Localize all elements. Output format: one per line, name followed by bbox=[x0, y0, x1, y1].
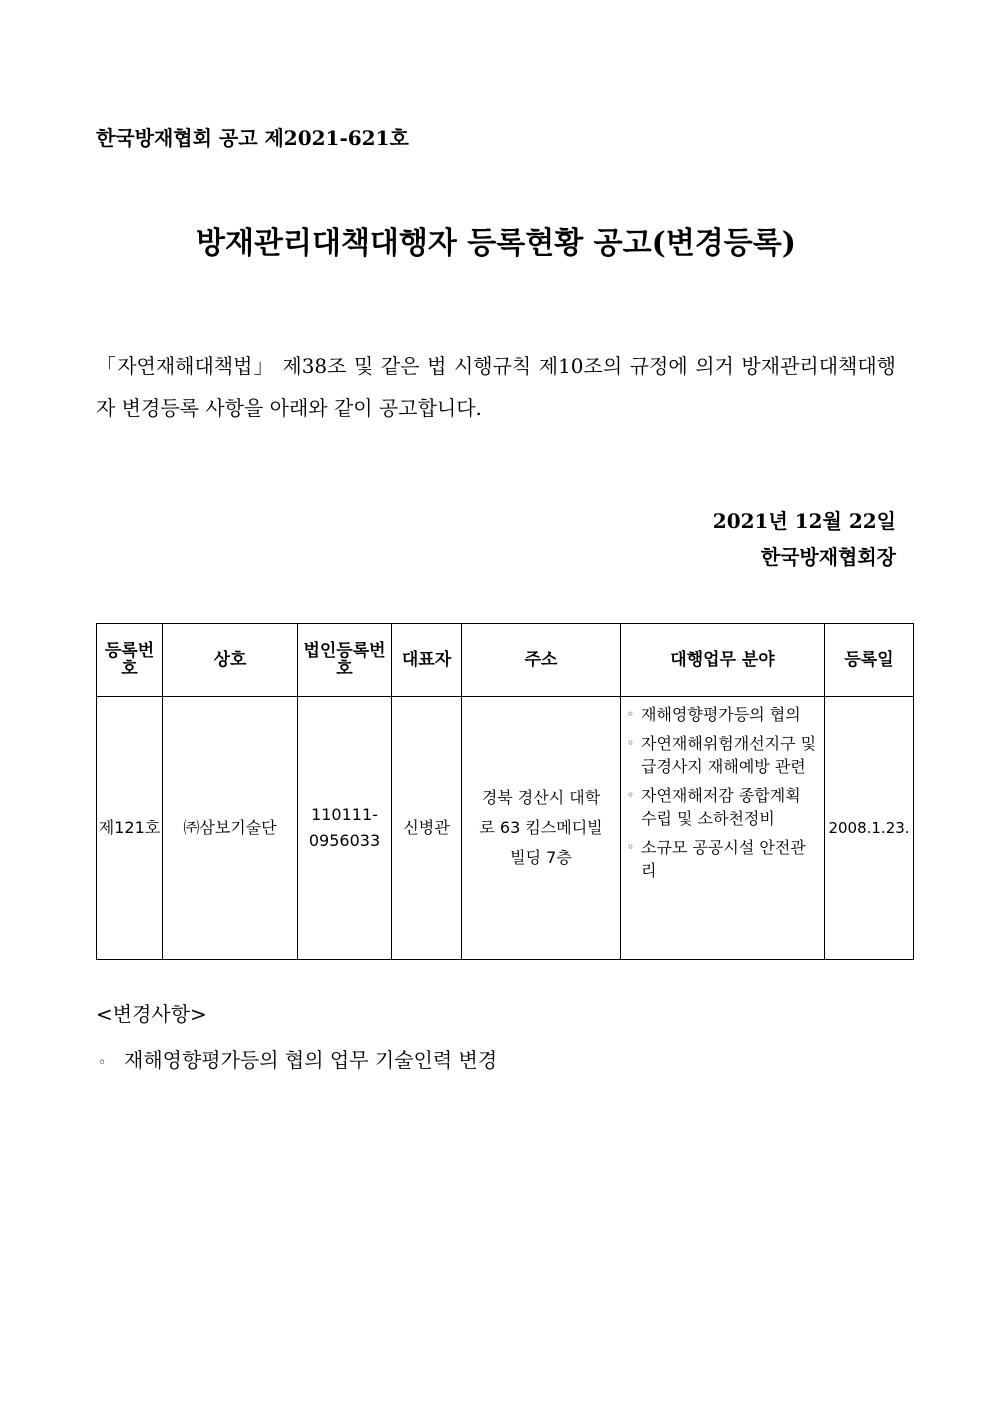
notice-number: 한국방재협회 공고 제2021-621호 bbox=[96, 126, 409, 150]
bullet-icon: ◦ bbox=[627, 840, 635, 854]
change-item bbox=[98, 1044, 497, 1073]
list-item bbox=[627, 836, 820, 882]
field-text: 소규모 공공시설 안전관리 bbox=[641, 838, 806, 880]
body-paragraph: 「자연재해대책법」 제38조 및 같은 법 시행규칙 제10조의 규정에 의거 방재관리대책대행자 변경등록 사항을 아래와 같이 공고합니다. bbox=[96, 354, 896, 420]
header-company: 상호 bbox=[163, 624, 298, 697]
table-header-row bbox=[97, 624, 914, 697]
list-item bbox=[627, 703, 820, 726]
field-text: 재해영향평가등의 협의 bbox=[641, 705, 801, 724]
header-corp-no: 법인등록번호 bbox=[298, 624, 392, 697]
bullet-icon: ◦ bbox=[627, 788, 635, 802]
field-text: 자연재해저감 종합계획 수립 및 소하천정비 bbox=[641, 786, 801, 828]
field-text: 자연재해위험개선지구 및 급경사지 재해예방 관련 bbox=[641, 734, 817, 776]
table-row bbox=[97, 697, 914, 960]
header-reg-no: 등록번호 bbox=[97, 624, 163, 697]
issuer-name: 한국방재협회장 bbox=[760, 545, 896, 569]
header-reg-date: 등록일 bbox=[825, 624, 914, 697]
header-fields: 대행업무 분야 bbox=[621, 624, 825, 697]
page-title: 방재관리대책대행자 등록현황 공고(변경등록) bbox=[196, 226, 796, 261]
header-ceo: 대표자 bbox=[392, 624, 462, 697]
changes-heading: <변경사항> bbox=[96, 1002, 207, 1026]
change-text: 재해영향평가등의 협의 업무 기술인력 변경 bbox=[124, 1048, 498, 1072]
cell-address: 경북 경산시 대학로 63 킴스메디빌빌딩 7층 bbox=[462, 697, 621, 960]
fields-list bbox=[621, 697, 824, 882]
notice-date: 2021년 12월 22일 bbox=[712, 509, 896, 533]
bullet-icon: ◦ bbox=[98, 1055, 107, 1071]
list-item bbox=[627, 784, 820, 830]
header-address: 주소 bbox=[462, 624, 621, 697]
bullet-icon: ◦ bbox=[627, 736, 635, 750]
cell-fields bbox=[621, 697, 825, 960]
cell-corp-no: 110111-0956033 bbox=[298, 697, 392, 960]
bullet-icon: ◦ bbox=[627, 707, 635, 721]
cell-reg-no: 제121호 bbox=[97, 697, 163, 960]
cell-ceo: 신병관 bbox=[392, 697, 462, 960]
registration-table bbox=[96, 623, 914, 960]
cell-reg-date: 2008.1.23. bbox=[825, 697, 914, 960]
list-item bbox=[627, 732, 820, 778]
cell-company: ㈜삼보기술단 bbox=[163, 697, 298, 960]
